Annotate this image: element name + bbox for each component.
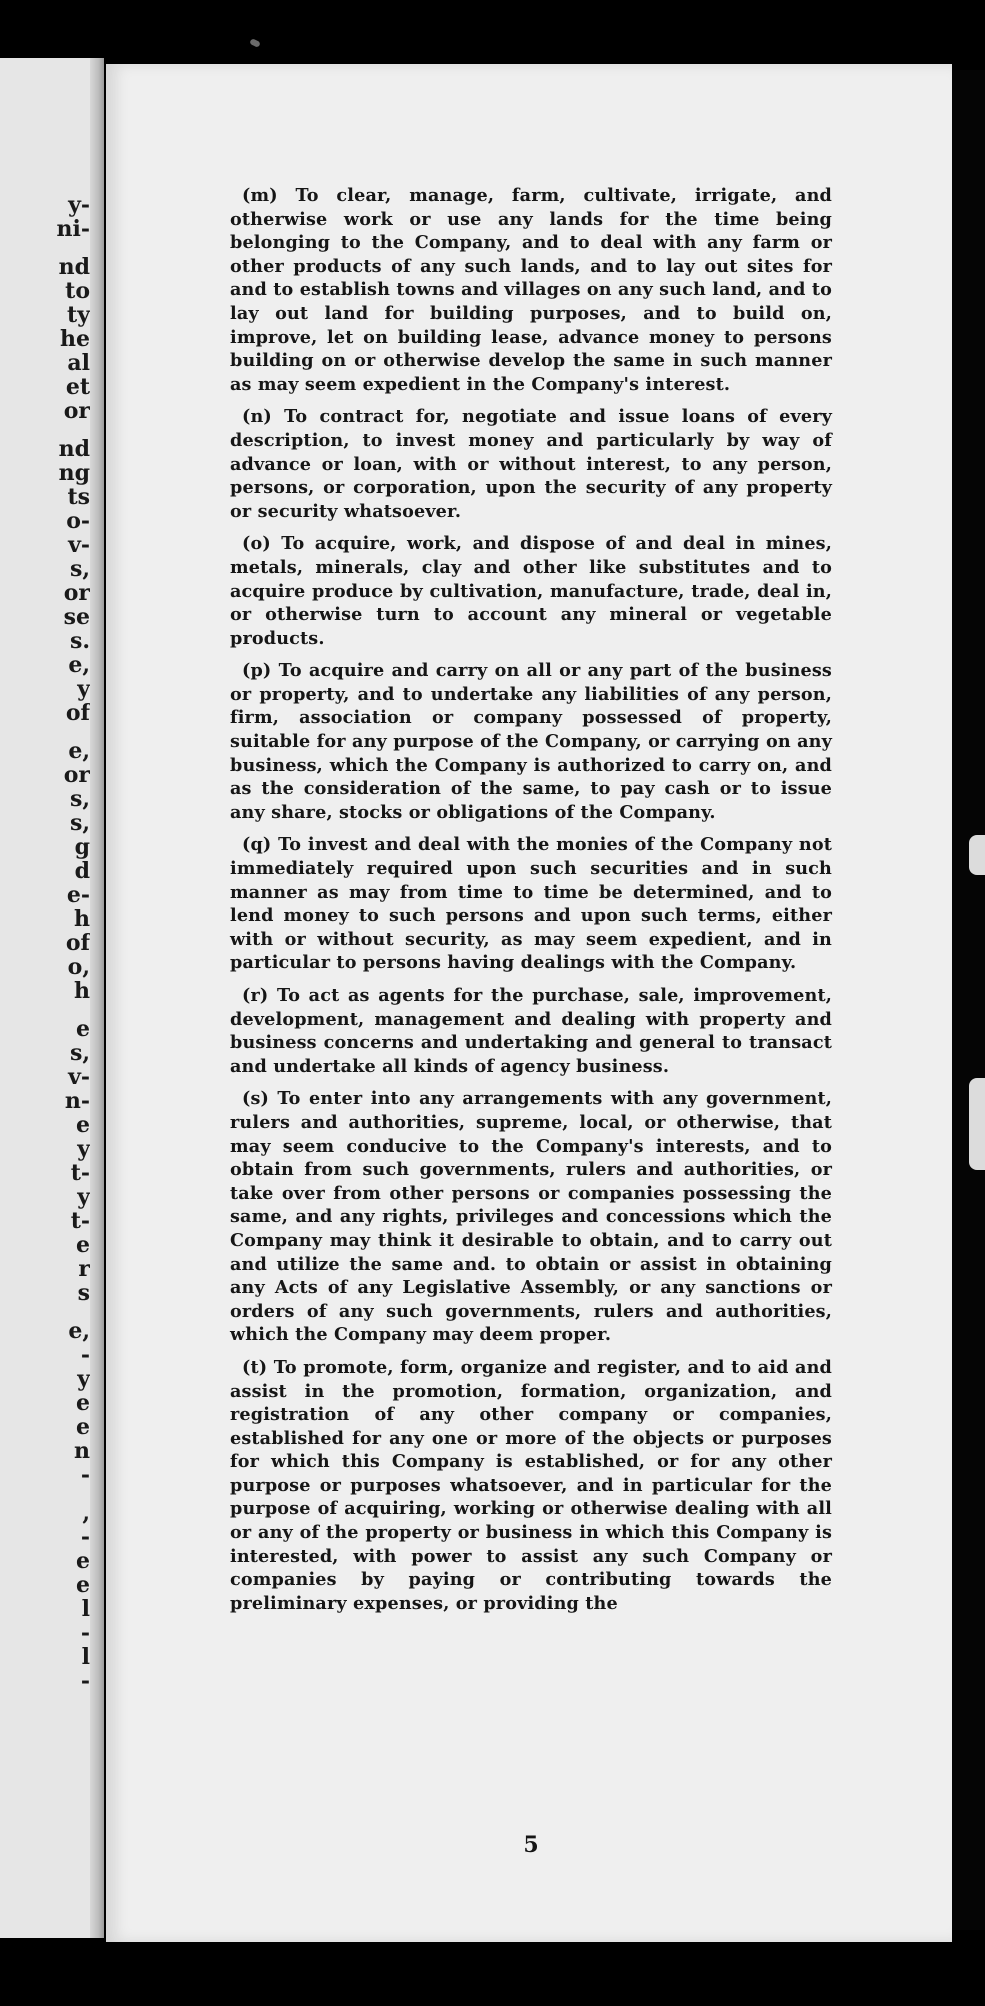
clause-n: (n) To contract for, negotiate and issue loans of every description, to invest money and particularly by way of advance or loan, with or without interest, to any person, persons, or corporation, upon the security of any property or security whatsoever. xyxy=(230,406,832,522)
fragment-gap xyxy=(0,725,90,739)
clause-p: (p) To acquire and carry on all or any part of the business or property, and to undertake any liabilities of any person, firm, association or company possessed of property, suitable for any purpose of the Company, or carrying on any business, which the Company is authorized to carry on, and as the consideration of the same, to pay cash or to issue any share, stocks or obligations of the Company. xyxy=(230,660,832,823)
left-page-fragment: , xyxy=(82,1500,90,1526)
left-page-fragment: or xyxy=(63,398,90,424)
left-page-fragment: - xyxy=(80,1524,90,1550)
left-page-fragment: - xyxy=(80,1342,90,1368)
left-page-fragment: et xyxy=(65,374,90,400)
fragment-gap xyxy=(0,241,90,255)
left-page-fragment: d xyxy=(74,858,90,884)
left-page-fragment: o- xyxy=(66,508,90,534)
left-page-fragment: e xyxy=(76,1414,90,1440)
left-page-fragment: y xyxy=(77,676,90,702)
left-page-fragment: nd xyxy=(58,254,90,280)
left-page-fragment: v- xyxy=(68,1064,90,1090)
fragment-gap xyxy=(0,423,90,437)
left-page-fragment: - xyxy=(80,1462,90,1488)
left-page-fragment: - xyxy=(80,1620,90,1646)
clause-r: (r) To act as agents for the purchase, sale, improvement, development, management and dealing with property and business concerns and undertaking and general to transact and undertake all kinds of agency business. xyxy=(230,985,832,1077)
clause-t: (t) To promote, form, organize and register, and to aid and assist in the promotion, formation, organization, and registration of any other company or companies, established for any one or more of the objects or purposes for which this Company is established, or for any other purpose or purposes whatsoever, and in particular for the purpose of acquiring, working or otherwise dealing with all or any of the property or business in which this Company is interested, with power to assist any such Company or companies by paying or contributing towards the preliminary expenses, or providing the xyxy=(230,1356,832,1614)
left-page-fragment: ty xyxy=(67,302,90,328)
left-page-fragment: ts xyxy=(67,484,90,510)
left-page-fragment: t- xyxy=(70,1208,90,1234)
left-page-fragment: s. xyxy=(69,628,90,654)
left-page-fragment: e- xyxy=(66,882,90,908)
left-page-fragment: t- xyxy=(70,1160,90,1186)
left-page-fragment: e xyxy=(76,1016,90,1042)
book-spine xyxy=(90,58,104,1938)
left-page-fragment: l xyxy=(81,1644,90,1670)
left-page-fragment: al xyxy=(67,350,90,376)
right-page-edge xyxy=(952,70,985,1930)
fragment-gap xyxy=(0,1305,90,1319)
left-page-fragment: ni- xyxy=(56,216,90,242)
edge-tab xyxy=(969,1078,985,1170)
left-page-fragment: he xyxy=(60,326,90,352)
left-page-fragment: e xyxy=(76,1572,90,1598)
left-page-fragment: e xyxy=(76,1390,90,1416)
left-page-fragment: or xyxy=(63,580,90,606)
left-page-fragment: of xyxy=(65,930,90,956)
left-page-fragment: o, xyxy=(67,954,90,980)
left-page-fragment: e, xyxy=(68,652,90,678)
left-page-fragment: h xyxy=(74,906,90,932)
left-page-fragment: h xyxy=(74,978,90,1004)
left-page-fragment: of xyxy=(65,700,90,726)
left-page-fragment: s, xyxy=(69,556,90,582)
left-page-fragment: v- xyxy=(68,532,90,558)
left-page-fragment: e, xyxy=(68,1318,90,1344)
left-page-fragment: y xyxy=(77,1184,90,1210)
left-page-fragment: s, xyxy=(69,1040,90,1066)
left-page-fragment: y xyxy=(77,1136,90,1162)
left-page-fragment: n- xyxy=(64,1088,90,1114)
fragment-gap xyxy=(0,1487,90,1501)
clause-q: (q) To invest and deal with the monies of the Company not immediately required upon such securities and in such manner as may from time to time be determined, and to lend money to such persons and upon such terms, either with or without security, as may seem expedient, and in particular to persons having dealings with the Company. xyxy=(230,834,832,974)
clause-m: (m) To clear, manage, farm, cultivate, irrigate, and otherwise work or use any lands for the time being belonging to the Company, and to deal with any farm or other products of any such lands, and to lay out sites for and to establish towns and villages on any such land, and to lay out land for building purposes, and to build on, improve, let on building lease, advance money to persons building on or otherwise develop the same in such manner as may seem expedient in the Company's interest. xyxy=(230,185,832,395)
left-page-fragment: - xyxy=(80,1668,90,1694)
fragment-gap xyxy=(0,1003,90,1017)
left-page-fragment: r xyxy=(78,1256,90,1282)
left-page xyxy=(0,58,104,1938)
left-page-fragment: s xyxy=(77,1280,90,1306)
page-footer xyxy=(230,0,832,2006)
clause-s: (s) To enter into any arrangements with any government, rulers and authorities, supreme, local, or otherwise, that may seem conducive to the Company's interests, and to obtain from such governments, rulers and authorities, or take over from other persons or companies possessing the same, and any rights, privileges and concessions which the Company may think it desirable to obtain, and to carry out and utilize the same and. to obtain or assist in obtaining any Acts of any Legislative Assembly, or any sanctions or orders of any such governments, rulers and authorities, which the Company may deem proper. xyxy=(230,1088,832,1346)
left-page-fragment: l xyxy=(81,1596,90,1622)
left-page-fragment: to xyxy=(65,278,90,304)
edge-tab xyxy=(969,835,985,875)
left-page-text-fragments xyxy=(0,193,90,1693)
left-page-fragment: s, xyxy=(69,786,90,812)
left-page-fragment: g xyxy=(74,834,90,860)
left-page-fragment: se xyxy=(63,604,90,630)
left-page-fragment: e xyxy=(76,1112,90,1138)
page-number: 5 xyxy=(523,1832,539,1858)
left-page-fragment: nd xyxy=(58,436,90,462)
left-page-fragment: y xyxy=(77,1366,90,1392)
left-page-fragment: ng xyxy=(58,460,90,486)
left-page-fragment: or xyxy=(63,762,90,788)
clause-o: (o) To acquire, work, and dispose of and deal in mines, metals, minerals, clay and other like substitutes and to acquire produce by cultivation, manufacture, trade, deal in, or otherwise turn to account any mineral or vegetable products. xyxy=(230,533,832,649)
left-page-fragment: e xyxy=(76,1548,90,1574)
left-page-fragment: s, xyxy=(69,810,90,836)
left-page-fragment: e, xyxy=(68,738,90,764)
left-page-fragment: n xyxy=(74,1438,90,1464)
left-page-fragment: y- xyxy=(68,192,90,218)
left-page-fragment: e xyxy=(76,1232,90,1258)
